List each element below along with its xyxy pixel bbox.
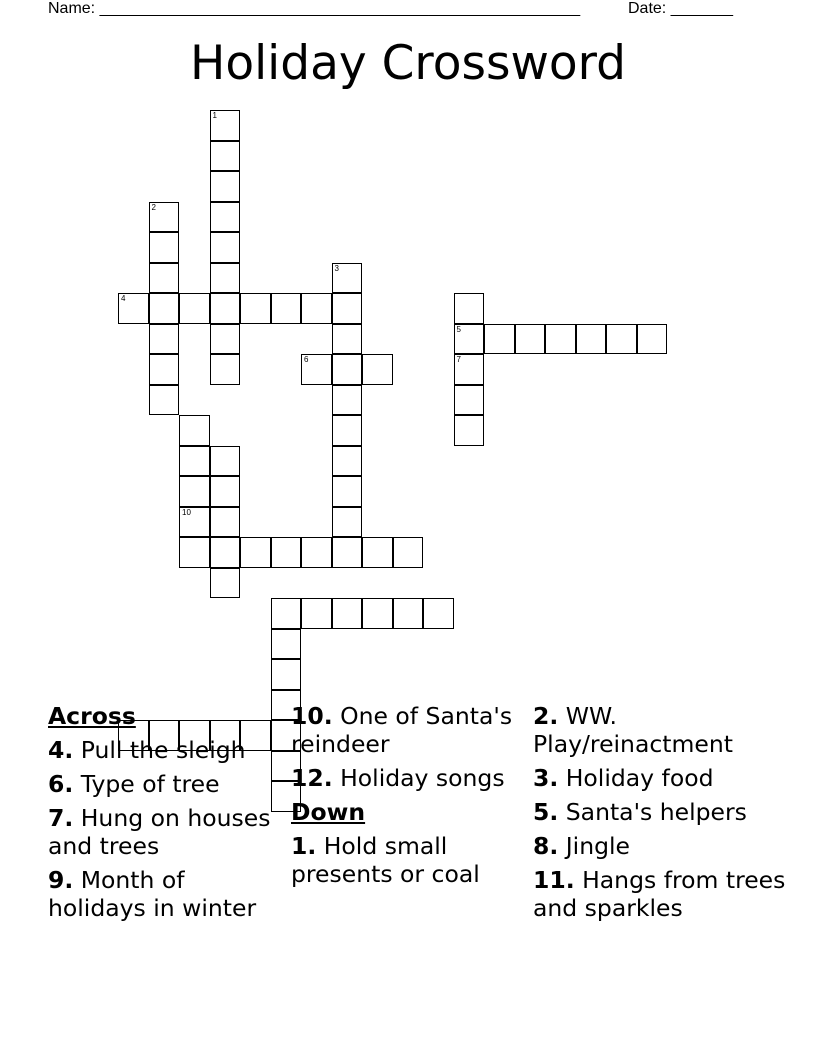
grid-cell[interactable] (179, 537, 210, 568)
grid-cell[interactable] (210, 354, 241, 385)
clue-across-10 (291, 702, 531, 758)
grid-cell[interactable] (301, 354, 332, 385)
clue-number-label: 1 (212, 111, 217, 120)
clue-across-4 (48, 736, 288, 764)
clue-text: Hangs from trees and sparkles (533, 866, 786, 922)
grid-cell[interactable] (332, 507, 363, 538)
grid-cell[interactable] (210, 507, 241, 538)
clue-number-label: 10 (182, 507, 191, 517)
clue-across-6 (48, 770, 288, 798)
date-field-label[interactable]: Date: _______ (628, 0, 733, 17)
grid-cell[interactable] (179, 446, 210, 477)
grid-cell[interactable] (210, 568, 241, 599)
clue-column-1 (48, 702, 288, 928)
grid-cell[interactable] (149, 324, 180, 355)
grid-cell[interactable] (179, 415, 210, 446)
clue-down-3 (533, 764, 793, 792)
grid-cell[interactable] (271, 293, 302, 324)
clue-number: 1. (291, 832, 317, 860)
grid-cell[interactable] (454, 354, 485, 385)
grid-cell[interactable] (332, 354, 363, 385)
grid-cell[interactable] (149, 202, 180, 233)
grid-cell[interactable] (362, 598, 393, 629)
grid-cell[interactable] (149, 263, 180, 294)
grid-cell[interactable] (332, 263, 363, 294)
clue-text: Holiday songs (332, 764, 505, 792)
grid-cell[interactable] (332, 537, 363, 568)
clue-text: Month of holidays in winter (48, 866, 257, 922)
clue-column-3 (533, 702, 793, 928)
name-field-label[interactable]: Name: ______________________________________________________ (48, 0, 581, 17)
clue-text: Santa's helpers (558, 798, 747, 826)
page-title: Holiday Crossword (190, 36, 626, 91)
clue-down-8 (533, 832, 793, 860)
grid-cell[interactable] (637, 324, 668, 355)
clue-number: 2. (533, 702, 559, 730)
clue-column-2 (291, 702, 531, 894)
clue-down-2 (533, 702, 793, 758)
grid-cell[interactable] (515, 324, 546, 355)
grid-cell[interactable] (210, 232, 241, 263)
grid-cell[interactable] (271, 629, 302, 660)
clue-number: 7. (48, 804, 74, 832)
grid-cell[interactable] (393, 598, 424, 629)
clue-down-1 (291, 832, 531, 888)
grid-cell[interactable] (271, 537, 302, 568)
clue-number: 4. (48, 736, 74, 764)
clue-across-9 (48, 866, 288, 922)
grid-cell[interactable] (454, 293, 485, 324)
grid-cell[interactable] (149, 385, 180, 416)
grid-cell[interactable] (179, 293, 210, 324)
clue-number: 8. (533, 832, 559, 860)
grid-cell[interactable] (179, 476, 210, 507)
grid-cell[interactable] (332, 476, 363, 507)
grid-cell[interactable] (179, 507, 210, 538)
grid-cell[interactable] (210, 141, 241, 172)
grid-cell[interactable] (545, 324, 576, 355)
grid-cell[interactable] (362, 537, 393, 568)
clue-number-label: 5 (456, 324, 461, 334)
clue-text: One of Santa's reindeer (291, 702, 513, 758)
clue-text: Pull the sleigh (73, 736, 246, 764)
clue-number-label: 6 (304, 355, 309, 364)
clue-number-label: 3 (334, 263, 339, 273)
grid-cell[interactable] (118, 293, 149, 324)
across-heading: Across (48, 702, 136, 730)
grid-cell[interactable] (332, 598, 363, 629)
grid-cell[interactable] (606, 324, 637, 355)
grid-cell[interactable] (210, 263, 241, 294)
grid-cell[interactable] (240, 537, 271, 568)
grid-cell[interactable] (210, 324, 241, 355)
grid-cell[interactable] (454, 385, 485, 416)
clue-down-11 (533, 866, 793, 922)
clue-number: 10. (291, 702, 333, 730)
grid-cell[interactable] (423, 598, 454, 629)
grid-cell[interactable] (332, 324, 363, 355)
grid-cell[interactable] (332, 385, 363, 416)
clue-number: 6. (48, 770, 74, 798)
clue-across-12 (291, 764, 531, 792)
grid-cell[interactable] (210, 202, 241, 233)
grid-cell[interactable] (393, 537, 424, 568)
clue-number: 12. (291, 764, 333, 792)
grid-cell[interactable] (210, 171, 241, 202)
grid-cell[interactable] (332, 415, 363, 446)
clue-text: Hung on houses and trees (48, 804, 271, 860)
clue-text: Holiday food (558, 764, 714, 792)
clue-number-label: 7 (456, 355, 461, 364)
grid-cell[interactable] (301, 598, 332, 629)
clue-number-label: 4 (121, 294, 126, 303)
grid-cell[interactable] (149, 354, 180, 385)
clue-number-label: 2 (151, 202, 156, 212)
clue-number: 9. (48, 866, 74, 894)
grid-cell[interactable] (332, 446, 363, 477)
clue-number: 5. (533, 798, 559, 826)
grid-cell[interactable] (210, 476, 241, 507)
grid-cell[interactable] (149, 293, 180, 324)
clue-down-5 (533, 798, 793, 826)
grid-cell[interactable] (362, 354, 393, 385)
grid-cell[interactable] (332, 293, 363, 324)
clue-text: Type of tree (73, 770, 220, 798)
grid-cell[interactable] (210, 293, 241, 324)
clue-number: 3. (533, 764, 559, 792)
down-heading: Down (291, 798, 366, 826)
grid-cell[interactable] (210, 446, 241, 477)
grid-cell[interactable] (271, 659, 302, 690)
grid-cell[interactable] (454, 324, 485, 355)
clue-text: Jingle (558, 832, 631, 860)
grid-cell[interactable] (301, 537, 332, 568)
clue-number: 11. (533, 866, 575, 894)
grid-cell[interactable] (484, 324, 515, 355)
grid-cell[interactable] (576, 324, 607, 355)
grid-cell[interactable] (301, 293, 332, 324)
grid-cell[interactable] (240, 293, 271, 324)
grid-cell[interactable] (149, 232, 180, 263)
clue-text: Hold small presents or coal (291, 832, 480, 888)
clue-text: WW. Play/reinactment (533, 702, 733, 758)
grid-cell[interactable] (271, 598, 302, 629)
clue-across-7 (48, 804, 288, 860)
grid-cell[interactable] (210, 537, 241, 568)
grid-cell[interactable] (210, 110, 241, 141)
grid-cell[interactable] (454, 415, 485, 446)
